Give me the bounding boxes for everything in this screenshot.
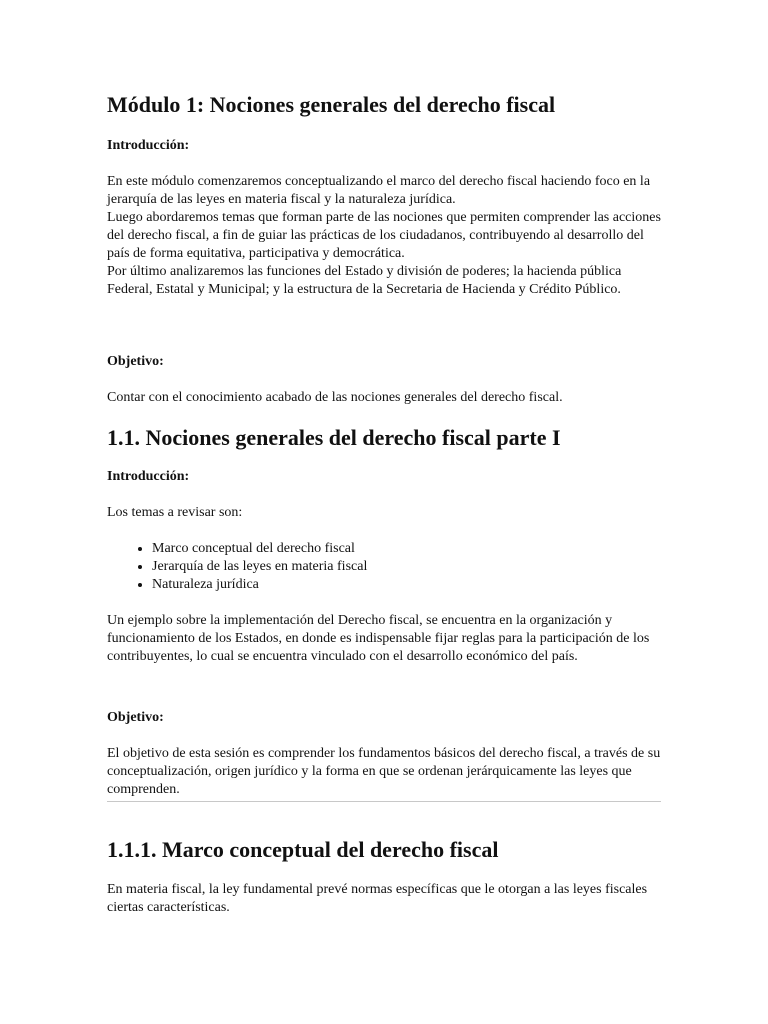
section-1-1-objective-text: El objetivo de esta sesión es comprender los fundamentos básicos del derecho fiscal, a través de su conceptualización, origen jurídico y la forma en que se ordenan jerárquicamente las leyes que comprenden. [107, 745, 661, 797]
module-intro-paragraph: Por último analizaremos las funciones del Estado y división de poderes; la hacienda pública Federal, Estatal y Municipal; y la estructura de la Secretaria de Hacienda y Crédito Público. [107, 264, 622, 298]
list-item: • Naturaleza jurídica [152, 576, 668, 594]
list-item: • Jerarquía de las leyes en materia fiscal [152, 558, 668, 576]
section-1-1-title: 1.1. Nociones generales del derecho fiscal parte I [107, 425, 561, 451]
module-objective-text: Contar con el conocimiento acabado de las nociones generales del derecho fiscal. [107, 390, 563, 406]
module-objective-label: Objetivo: [107, 354, 164, 370]
section-1-1-topics-lead: Los temas a revisar son: [107, 504, 243, 520]
module-intro-body [107, 173, 668, 299]
module-intro-paragraph: En este módulo comenzaremos conceptualizando el marco del derecho fiscal haciendo foco en la jerarquía de las leyes en materia fiscal y la naturaleza jurídica. [107, 174, 651, 208]
section-1-1-topics-list [107, 540, 668, 594]
module-intro-label: Introducción: [107, 138, 190, 154]
section-1-1-example-text: Un ejemplo sobre la implementación del Derecho fiscal, se encuentra en la organización y funcionamiento de los Estados, en donde es indispensable fijar reglas para la participación de los contribuyentes, lo cual se encuentra vinculado con el desarrollo económico del país. [107, 612, 650, 664]
section-1-1-objective-label: Objetivo: [107, 709, 164, 725]
section-1-1-intro-label: Introducción: [107, 468, 190, 484]
section-1-1-1-text: En materia fiscal, la ley fundamental prevé normas específicas que le otorgan a las leyes fiscales ciertas características. [107, 882, 648, 916]
section-1-1-1-title: 1.1.1. Marco conceptual del derecho fiscal [107, 836, 499, 862]
module-intro-paragraph: Luego abordaremos temas que forman parte de las nociones que permiten comprender las acciones del derecho fiscal, a fin de guiar las prácticas de los ciudadanos, contribuyendo al desarrollo del país de forma equitativa, participativa y democrática. [107, 210, 661, 262]
section-divider [107, 801, 661, 802]
module-title: Módulo 1: Nociones generales del derecho fiscal [107, 92, 556, 117]
list-item: • Marco conceptual del derecho fiscal [152, 540, 668, 558]
